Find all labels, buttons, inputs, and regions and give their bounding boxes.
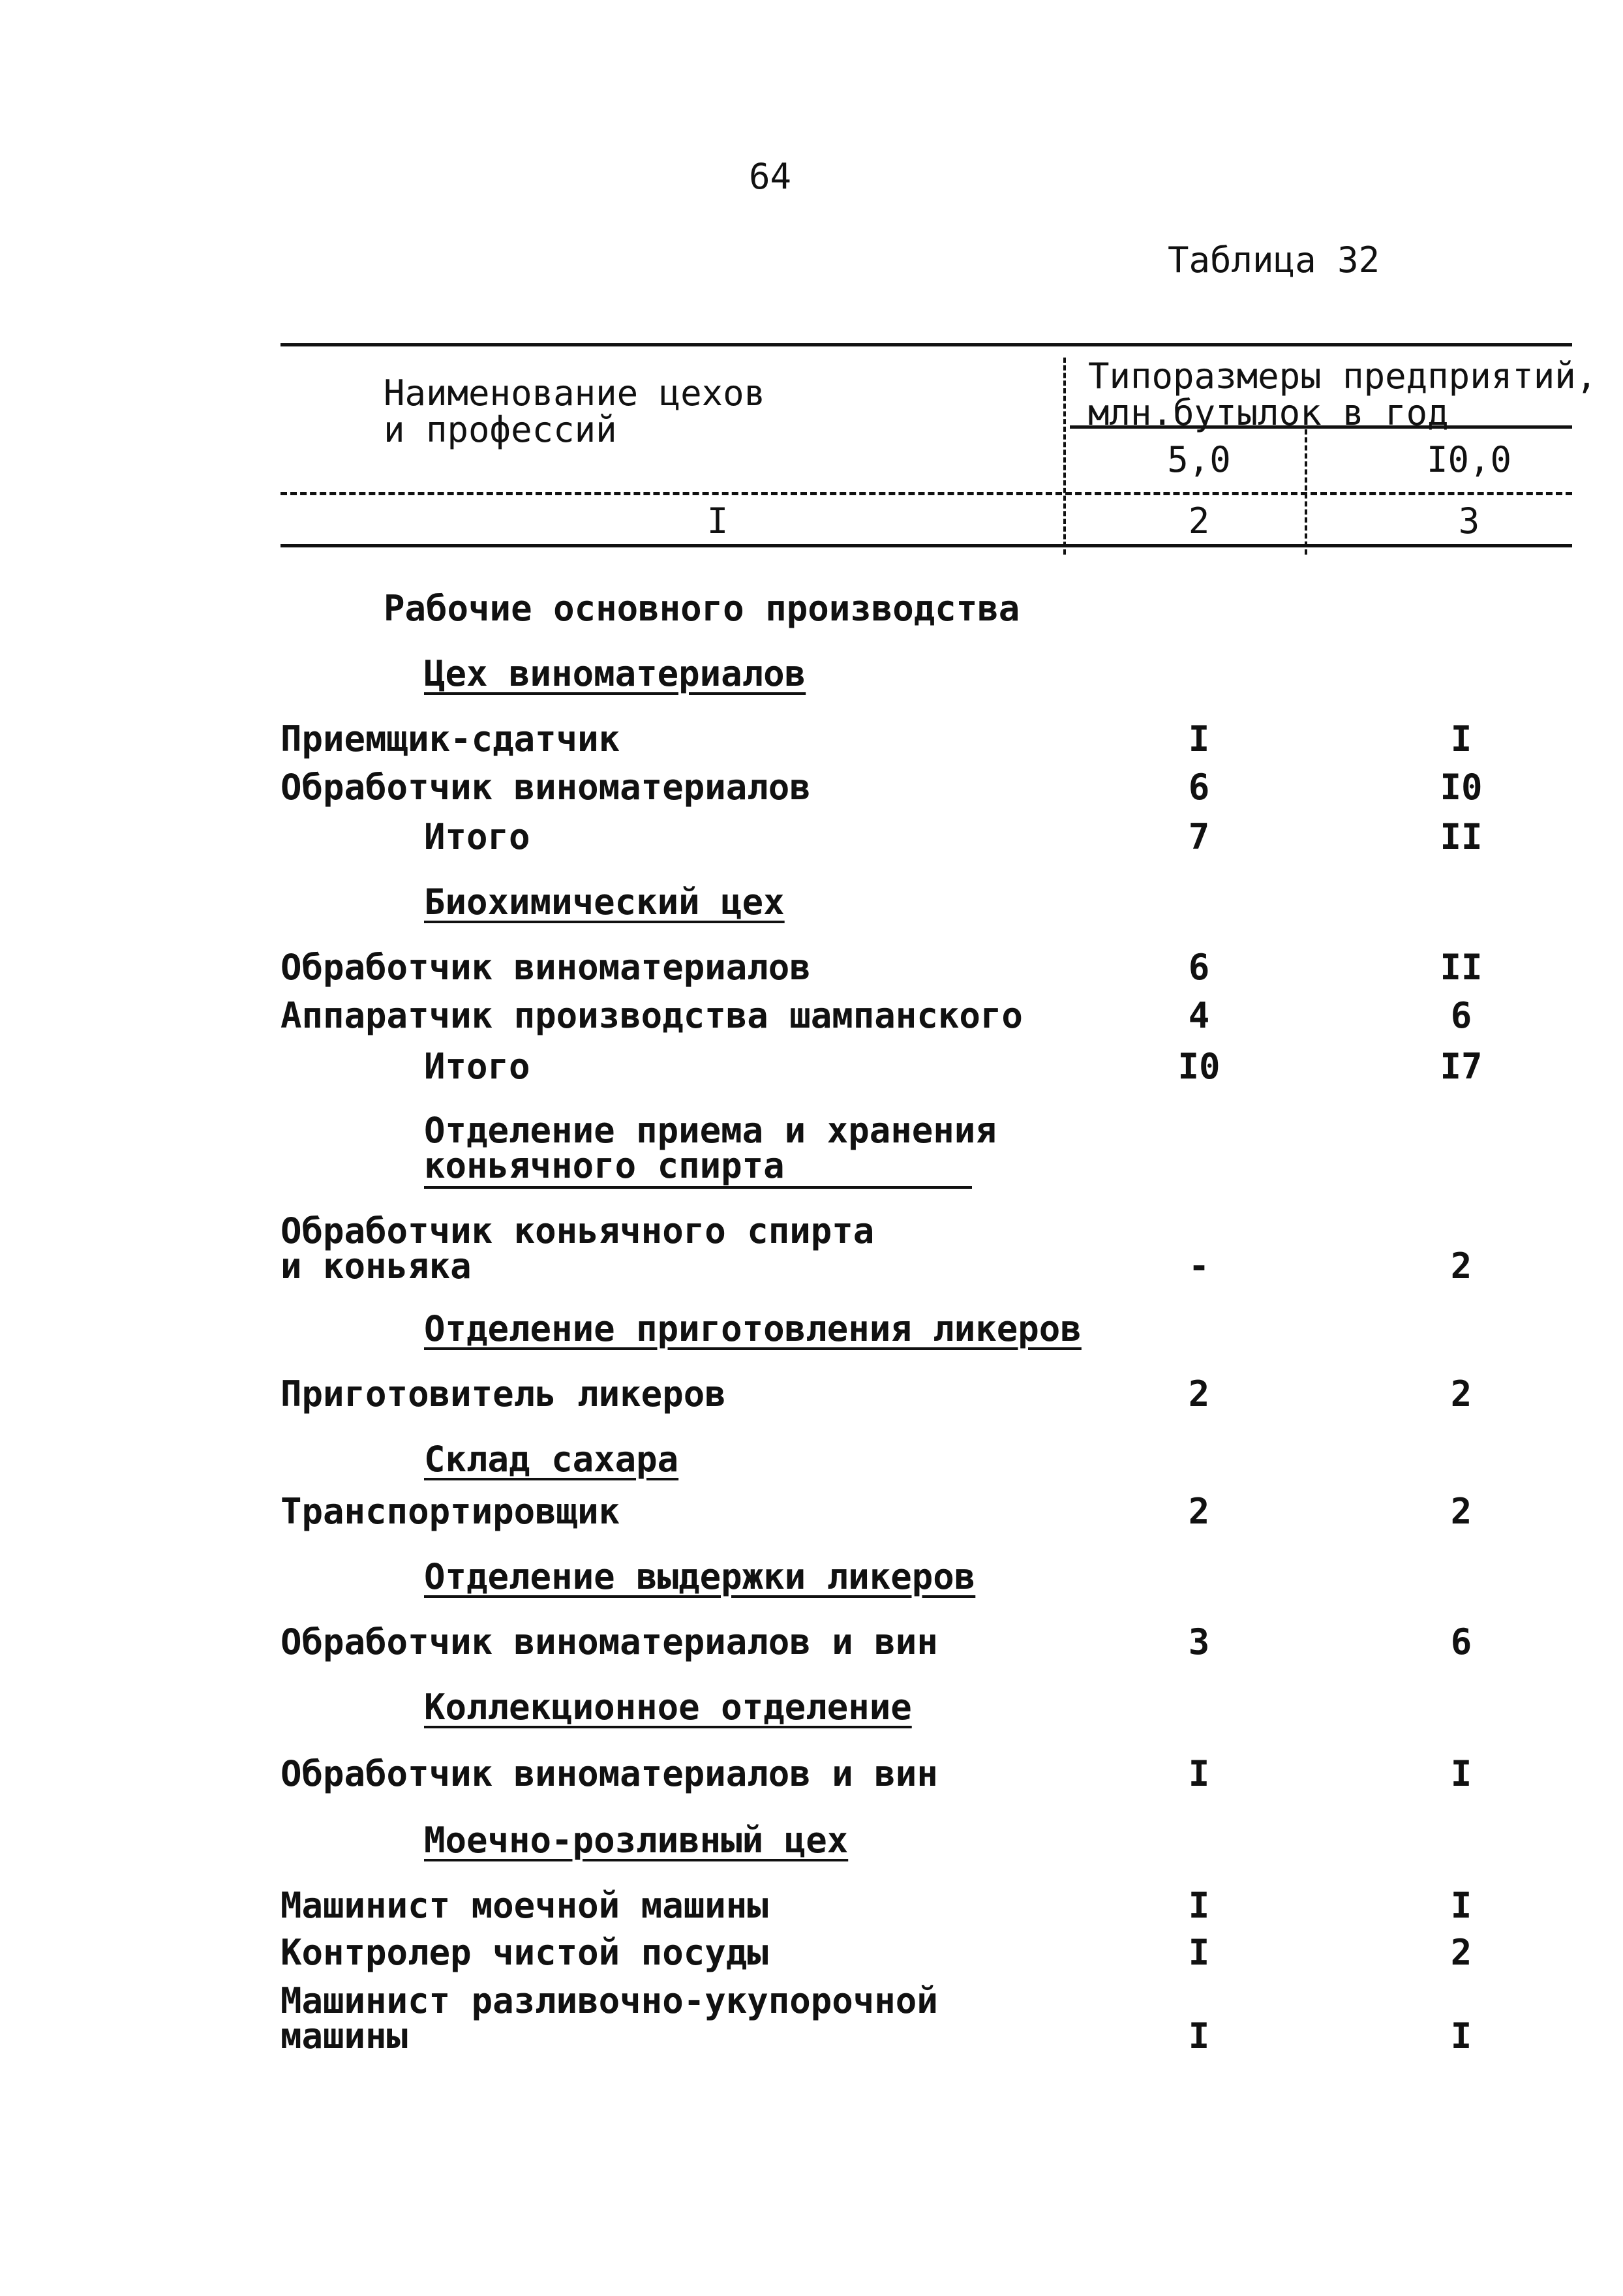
row-value-col3: I: [1450, 1885, 1472, 1926]
section-title: Цех виноматериалов: [424, 653, 806, 694]
row-value-col2: I: [1188, 1932, 1210, 1973]
row-name-line2: машины: [281, 2015, 408, 2057]
row-value-col3: 2: [1450, 1373, 1472, 1415]
section-title: Моечно-розливный цех: [424, 1820, 849, 1861]
row-name: Приемщик-сдатчик: [281, 718, 620, 759]
row-name: Обработчик виноматериалов и вин: [281, 1753, 938, 1794]
row-value-col2: 4: [1188, 995, 1210, 1036]
row-name: Машинист разливочно-укупорочной: [281, 1980, 938, 2021]
row-value-col2: I: [1188, 1753, 1210, 1794]
row-value-col2: 7: [1188, 816, 1210, 857]
header-dashed-rule: [281, 492, 1572, 495]
row-value-col3: I7: [1440, 1046, 1483, 1087]
row-value-col2: 3: [1188, 1621, 1210, 1662]
row-value-col2: I0: [1177, 1046, 1221, 1087]
row-name: Обработчик коньячного спирта: [281, 1210, 875, 1251]
group-header-line2: млн.бутылок в год: [1088, 392, 1449, 433]
row-value-col3: I: [1450, 1753, 1472, 1794]
section-title: Коллекционное отделение: [424, 1687, 912, 1728]
row-value-col3: 6: [1450, 995, 1472, 1036]
row-value-col2: 6: [1188, 947, 1210, 988]
section-title-line2: коньячного спирта: [424, 1145, 785, 1186]
table-top-rule: [281, 343, 1572, 346]
row-name-line2: и коньяка: [281, 1246, 472, 1287]
row-value-col3: 2: [1450, 1932, 1472, 1973]
col1-header-line2: и профессий: [384, 409, 617, 450]
section-title: Биохимический цех: [424, 881, 785, 923]
section-title: Склад сахара: [424, 1439, 679, 1480]
header-divider-left: [1063, 358, 1066, 555]
row-total-label: Итого: [424, 1046, 530, 1087]
row-name: Приготовитель ликеров: [281, 1373, 726, 1415]
page-number: 64: [749, 156, 792, 197]
row-total-label: Итого: [424, 816, 530, 857]
col2-header: 5,0: [1167, 439, 1231, 480]
col-number-1: I: [706, 500, 729, 542]
row-value-col3: 6: [1450, 1621, 1472, 1662]
row-value-col2: 2: [1188, 1491, 1210, 1532]
row-value-col2: 2: [1188, 1373, 1210, 1415]
row-value-col3: 2: [1450, 1246, 1472, 1287]
row-value-col2: 6: [1188, 767, 1210, 808]
row-value-col2: I: [1188, 1885, 1210, 1926]
row-value-col3: II: [1440, 947, 1483, 988]
row-value-col2: I: [1188, 2015, 1210, 2057]
section-title: Отделение выдержки ликеров: [424, 1556, 976, 1597]
col3-header: I0,0: [1426, 439, 1512, 480]
row-name: Аппаратчик производства шампанского: [281, 995, 1023, 1036]
table-caption: Таблица 32: [1168, 239, 1380, 281]
row-value-col3: 2: [1450, 1491, 1472, 1532]
group-header-rule: [1070, 425, 1572, 429]
row-value-col2: I: [1188, 718, 1210, 759]
row-name: Обработчик виноматериалов: [281, 947, 811, 988]
row-name: Обработчик виноматериалов: [281, 767, 811, 808]
col1-header-line1: Наименование цехов: [384, 373, 766, 414]
row-value-col3: I: [1450, 718, 1472, 759]
row-name: Контролер чистой посуды: [281, 1932, 768, 1973]
row-value-col3: II: [1440, 816, 1483, 857]
row-name: Обработчик виноматериалов и вин: [281, 1621, 938, 1662]
section-title: Рабочие основного производства: [384, 588, 1020, 629]
group-header-line1: Типоразмеры предприятий,: [1088, 356, 1598, 397]
col-number-3: 3: [1458, 500, 1480, 542]
row-name: Машинист моечной машины: [281, 1885, 768, 1926]
row-value-col3: I0: [1440, 767, 1483, 808]
row-name: Транспортировщик: [281, 1491, 620, 1532]
row-value-col2: -: [1188, 1246, 1210, 1287]
section-title: Отделение приема и хранения: [424, 1110, 997, 1151]
section-title: Отделение приготовления ликеров: [424, 1308, 1082, 1349]
header-bottom-rule: [281, 544, 1572, 547]
section-underline: [424, 1186, 972, 1189]
row-value-col3: I: [1450, 2015, 1472, 2057]
col-number-2: 2: [1188, 500, 1210, 542]
